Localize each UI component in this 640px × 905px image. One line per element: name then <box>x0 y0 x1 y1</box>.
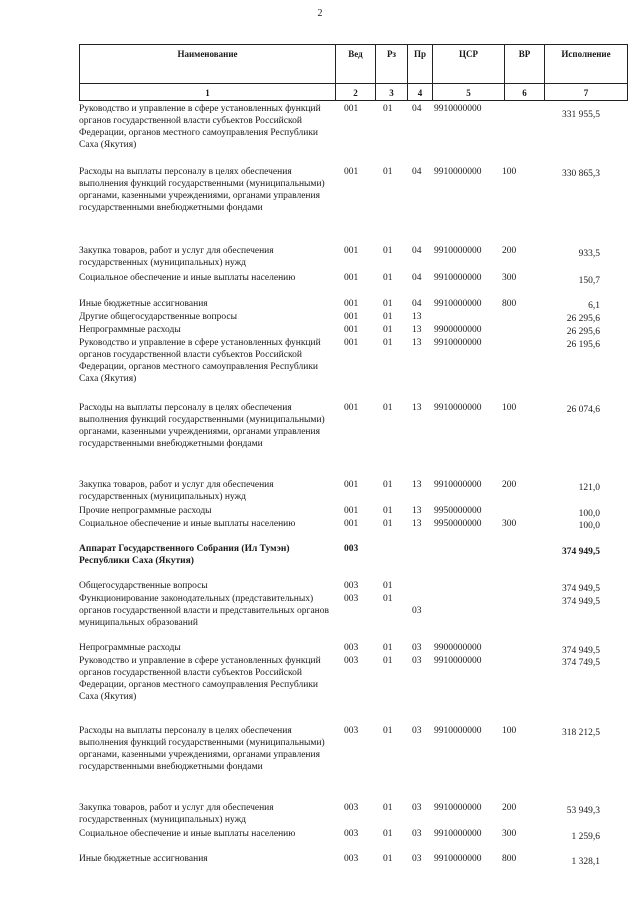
row-ispolnenie: 100,0 <box>578 509 600 519</box>
row-csr: 9910000000 <box>434 480 482 490</box>
row-name: Социальное обеспечение и иные выплаты населению <box>79 519 296 529</box>
row-rz: 01 <box>383 273 393 283</box>
row-vr: 100 <box>502 167 517 177</box>
row-ved: 001 <box>344 246 359 256</box>
row-ispolnenie: 1 328,1 <box>571 857 600 867</box>
row-ispolnenie: 26 074,6 <box>566 405 600 415</box>
row-vr: 200 <box>502 246 517 256</box>
row-ved: 001 <box>344 325 359 335</box>
row-ved: 003 <box>344 643 359 653</box>
header-cell-name <box>80 45 336 101</box>
row-name: Функционирование законодательных (представительных) органов государственной власти и представительных органов муниципальных образований <box>79 594 329 628</box>
row-vr: 100 <box>502 726 517 736</box>
row-name: Расходы на выплаты персоналу в целях обеспечения выполнения функций государственными (муниципальными) органами, казенными учреждениями, органами управления государственными внебюджетными фондами <box>79 726 325 772</box>
page-number: 2 <box>317 8 323 19</box>
row-ved: 001 <box>344 506 359 516</box>
row-ispolnenie: 374 949,5 <box>562 547 600 557</box>
row-ved: 001 <box>344 338 359 348</box>
row-csr: 9910000000 <box>434 726 482 736</box>
row-ispolnenie: 26 295,6 <box>566 314 600 324</box>
row-name: Закупка товаров, работ и услуг для обеспечения государственных (муниципальных) нужд <box>79 246 274 268</box>
row-csr: 9910000000 <box>434 104 482 114</box>
row-name: Иные бюджетные ассигнования <box>79 299 208 309</box>
row-ved: 001 <box>344 273 359 283</box>
row-csr: 9950000000 <box>434 506 482 516</box>
row-rz: 01 <box>383 246 393 256</box>
row-rz: 01 <box>383 299 393 309</box>
row-rz: 01 <box>383 854 393 864</box>
row-name: Аппарат Государственного Собрания (Ил Тумэн) Республики Саха (Якутия) <box>79 544 290 566</box>
row-vr: 200 <box>502 803 517 813</box>
row-name: Иные бюджетные ассигнования <box>79 854 208 864</box>
row-rz: 01 <box>383 312 393 322</box>
header-cell-ispolnenie <box>545 45 628 101</box>
row-vr: 300 <box>502 273 517 283</box>
row-ispolnenie: 6,1 <box>588 301 600 311</box>
header-rz: Рз <box>386 49 397 59</box>
row-csr: 9910000000 <box>434 167 482 177</box>
row-pr: 04 <box>412 167 422 177</box>
row-ispolnenie: 26 195,6 <box>566 340 600 350</box>
row-vr: 100 <box>502 403 517 413</box>
row-ispolnenie: 53 949,3 <box>566 806 600 816</box>
row-rz: 01 <box>383 643 393 653</box>
row-pr: 13 <box>412 338 422 348</box>
row-ved: 003 <box>344 581 359 591</box>
row-ved: 001 <box>344 299 359 309</box>
row-ved: 001 <box>344 480 359 490</box>
row-pr: 03 <box>412 829 422 839</box>
row-ved: 001 <box>344 312 359 322</box>
row-csr: 9910000000 <box>434 656 482 666</box>
header-vr: ВР <box>518 49 531 59</box>
row-ved: 001 <box>344 104 359 114</box>
row-name: Руководство и управление в сфере установленных функций органов государственной власти субъектов Российской Федерации, органов местного самоуправления Республики Саха (Якутия) <box>79 104 321 150</box>
header-ved: Вед <box>348 49 363 59</box>
row-name: Закупка товаров, работ и услуг для обеспечения государственных (муниципальных) нужд <box>79 803 274 825</box>
row-csr: 9910000000 <box>434 803 482 813</box>
row-ved: 003 <box>344 594 359 604</box>
row-ved: 003 <box>344 544 359 554</box>
row-rz: 01 <box>383 325 393 335</box>
header-num-6: 6 <box>522 88 527 98</box>
row-pr: 13 <box>412 403 422 413</box>
row-ved: 003 <box>344 726 359 736</box>
header-num-3: 3 <box>389 88 394 98</box>
row-ved: 003 <box>344 829 359 839</box>
header-cell-vr <box>505 45 545 101</box>
row-csr: 9910000000 <box>434 338 482 348</box>
row-csr: 9910000000 <box>434 403 482 413</box>
row-name: Общегосударственные вопросы <box>79 581 208 591</box>
row-pr: 13 <box>412 325 422 335</box>
row-name: Закупка товаров, работ и услуг для обеспечения государственных (муниципальных) нужд <box>79 480 274 502</box>
row-ved: 001 <box>344 519 359 529</box>
row-csr: 9910000000 <box>434 246 482 256</box>
row-ispolnenie: 933,5 <box>578 249 600 259</box>
row-vr: 200 <box>502 480 517 490</box>
row-pr: 03 <box>412 803 422 813</box>
row-vr: 800 <box>502 299 517 309</box>
row-csr: 9910000000 <box>434 854 482 864</box>
row-csr: 9910000000 <box>434 829 482 839</box>
row-ispolnenie: 331 955,5 <box>562 110 600 120</box>
row-ispolnenie: 374 949,5 <box>562 597 600 607</box>
row-ved: 003 <box>344 656 359 666</box>
table-body <box>0 100 640 905</box>
row-rz: 01 <box>383 726 393 736</box>
row-ispolnenie: 121,0 <box>578 483 600 493</box>
row-pr: 04 <box>412 104 422 114</box>
header-name: Наименование <box>177 49 238 59</box>
row-pr: 04 <box>412 273 422 283</box>
row-rz: 01 <box>383 581 393 591</box>
row-name: Непрограммные расходы <box>79 325 181 335</box>
row-rz: 01 <box>383 829 393 839</box>
row-pr: 03 <box>412 726 422 736</box>
row-rz: 01 <box>383 167 393 177</box>
row-name: Руководство и управление в сфере установленных функций органов государственной власти субъектов Российской Федерации, органов местного самоуправления Республики Саха (Якутия) <box>79 656 321 702</box>
row-ispolnenie: 1 259,6 <box>571 832 600 842</box>
row-rz: 01 <box>383 803 393 813</box>
header-csr: ЦСР <box>459 49 478 59</box>
header-num-1: 1 <box>205 88 210 98</box>
row-csr: 9910000000 <box>434 273 482 283</box>
header-num-4: 4 <box>417 88 423 98</box>
row-csr: 9950000000 <box>434 519 482 529</box>
row-vr: 300 <box>502 829 517 839</box>
row-pr: 13 <box>412 519 422 529</box>
row-ispolnenie: 374 949,5 <box>562 646 600 656</box>
row-ved: 001 <box>344 167 359 177</box>
row-name: Прочие непрограммные расходы <box>79 506 212 516</box>
row-rz: 01 <box>383 480 393 490</box>
row-pr: 13 <box>412 312 422 322</box>
row-rz: 01 <box>383 403 393 413</box>
row-pr: 04 <box>412 299 422 309</box>
row-name: Расходы на выплаты персоналу в целях обеспечения выполнения функций государственными (муниципальными) органами, казенными учреждениями, органами управления государственными внебюджетными фондами <box>79 167 325 213</box>
table-header <box>79 44 628 101</box>
row-ispolnenie: 318 212,5 <box>562 728 600 738</box>
row-ispolnenie: 330 865,3 <box>562 169 600 179</box>
row-pr: 13 <box>412 480 422 490</box>
row-pr: 03 <box>412 643 422 653</box>
header-num-2: 2 <box>353 88 358 98</box>
row-csr: 9900000000 <box>434 325 482 335</box>
header-cell-csr <box>433 45 505 101</box>
row-pr: 03 <box>412 606 422 616</box>
row-name: Другие общегосударственные вопросы <box>79 312 237 322</box>
row-ved: 003 <box>344 854 359 864</box>
row-ispolnenie: 374 949,5 <box>562 584 600 594</box>
header-cell-rz <box>376 45 408 101</box>
row-name: Социальное обеспечение и иные выплаты населению <box>79 273 296 283</box>
row-rz: 01 <box>383 104 393 114</box>
row-name: Расходы на выплаты персоналу в целях обеспечения выполнения функций государственными (муниципальными) органами, казенными учреждениями, органами управления государственными внебюджетными фондами <box>79 403 325 449</box>
row-ispolnenie: 100,0 <box>578 521 600 531</box>
header-pr: Пр <box>413 49 426 59</box>
row-ispolnenie: 150,7 <box>578 276 600 286</box>
header-cell-ved <box>336 45 376 101</box>
row-ispolnenie: 374 749,5 <box>562 658 600 668</box>
row-rz: 01 <box>383 656 393 666</box>
row-name: Социальное обеспечение и иные выплаты населению <box>79 829 296 839</box>
header-num-7: 7 <box>583 88 589 98</box>
row-rz: 01 <box>383 506 393 516</box>
row-pr: 13 <box>412 506 422 516</box>
row-rz: 01 <box>383 338 393 348</box>
row-csr: 9910000000 <box>434 299 482 309</box>
header-num-5: 5 <box>466 88 471 98</box>
row-rz: 01 <box>383 594 393 604</box>
row-rz: 01 <box>383 519 393 529</box>
header-ispolnenie: Исполнение <box>561 49 611 59</box>
row-name: Руководство и управление в сфере установленных функций органов государственной власти субъектов Российской Федерации, органов местного самоуправления Республики Саха (Якутия) <box>79 338 321 384</box>
row-vr: 300 <box>502 519 517 529</box>
row-pr: 03 <box>412 656 422 666</box>
row-name: Непрограммные расходы <box>79 643 181 653</box>
row-vr: 800 <box>502 854 517 864</box>
header-cell-pr <box>408 45 433 101</box>
row-pr: 04 <box>412 246 422 256</box>
row-csr: 9900000000 <box>434 643 482 653</box>
row-ispolnenie: 26 295,6 <box>566 327 600 337</box>
row-ved: 001 <box>344 403 359 413</box>
row-ved: 003 <box>344 803 359 813</box>
row-pr: 03 <box>412 854 422 864</box>
